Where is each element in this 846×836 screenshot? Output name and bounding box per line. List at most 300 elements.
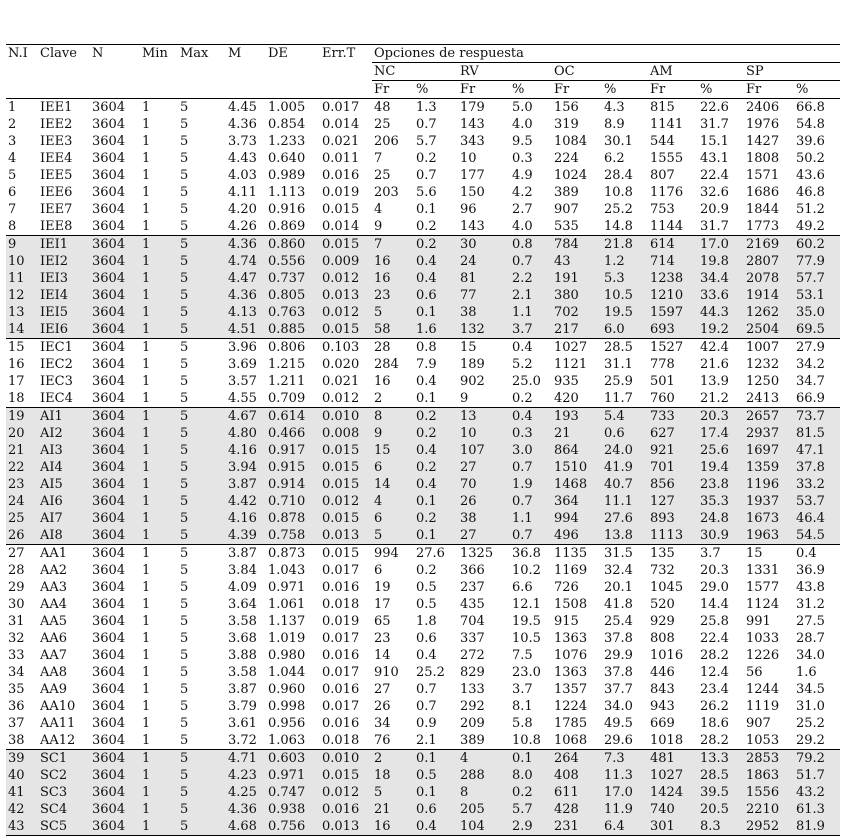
cell-am-pct: 22.4	[700, 168, 729, 183]
cell-ni: 8	[8, 219, 17, 234]
cell-oc-fr: 319	[554, 117, 579, 132]
cell-rv-fr: 366	[460, 563, 485, 578]
cell-de: 0.466	[266, 425, 320, 442]
cell-oc-pct: 30.1	[604, 134, 633, 149]
cell-errt: 0.019	[322, 185, 360, 200]
cell-max: 5	[178, 339, 226, 357]
cell-sp-fr: 1007	[744, 339, 794, 357]
cell-de: 0.998	[268, 699, 306, 714]
header-pct: %	[794, 81, 840, 99]
cell-ni: 42	[6, 801, 38, 818]
cell-rv-pct: 9.5	[512, 134, 533, 149]
cell-max: 5	[178, 493, 226, 510]
cell-am-pct: 19.4	[698, 459, 744, 476]
cell-am-pct: 24.8	[698, 510, 744, 527]
cell-rv-pct: 6.6	[512, 580, 533, 595]
cell-nc-pct: 0.2	[416, 563, 437, 578]
cell-oc-pct: 14.8	[604, 219, 633, 234]
cell-max: 5	[178, 253, 226, 270]
cell-oc-pct: 25.2	[604, 202, 633, 217]
cell-clave: AA12	[40, 733, 76, 748]
cell-de: 1.043	[268, 563, 306, 578]
cell-max: 5	[180, 665, 189, 680]
cell-nc-pct: 1.6	[414, 321, 458, 339]
cell-max: 5	[180, 134, 189, 149]
cell-max: 5	[180, 682, 189, 697]
header-row-1	[6, 45, 840, 63]
cell-rv-fr: 107	[458, 442, 510, 459]
header-fr: Fr	[372, 81, 414, 99]
cell-n: 3604	[90, 784, 140, 801]
header-row-2	[6, 63, 840, 81]
cell-am-fr: 1210	[648, 287, 698, 304]
cell-am-pct: 34.4	[698, 270, 744, 287]
cell-am-fr: 753	[650, 202, 675, 217]
cell-de: 0.917	[266, 442, 320, 459]
cell-min: 1	[142, 151, 151, 166]
cell-sp-pct: 53.1	[794, 287, 840, 304]
cell-nc-fr: 994	[372, 545, 414, 563]
cell-nc-fr: 28	[372, 339, 414, 357]
cell-min: 1	[140, 425, 178, 442]
cell-oc-pct: 19.5	[602, 304, 648, 321]
cell-ni: 35	[8, 682, 25, 697]
header-n: N	[90, 45, 140, 63]
cell-errt: 0.016	[322, 168, 360, 183]
cell-nc-fr: 14	[372, 476, 414, 493]
cell-am-fr: 856	[648, 476, 698, 493]
cell-oc-pct: 10.5	[602, 287, 648, 304]
cell-ni: 18	[8, 391, 25, 406]
cell-oc-pct: 25.9	[604, 374, 633, 389]
cell-de: 0.805	[266, 287, 320, 304]
cell-de: 0.971	[268, 580, 306, 595]
cell-min: 1	[140, 287, 178, 304]
table-row	[6, 801, 840, 818]
cell-oc-pct: 11.9	[602, 801, 648, 818]
cell-oc-pct: 5.3	[602, 270, 648, 287]
cell-m: 4.25	[226, 784, 266, 801]
cell-ni: 3	[8, 134, 17, 149]
cell-sp-pct: 34.0	[796, 648, 825, 663]
cell-oc-fr: 994	[552, 510, 602, 527]
cell-rv-pct: 4.9	[512, 168, 533, 183]
cell-sp-pct: 49.2	[796, 219, 825, 234]
cell-oc-fr: 1363	[554, 631, 588, 646]
cell-nc-pct: 0.4	[414, 270, 458, 287]
cell-rv-pct: 5.8	[512, 716, 533, 731]
cell-min: 1	[142, 716, 151, 731]
cell-oc-fr: 1357	[554, 682, 588, 697]
cell-max: 5	[180, 357, 189, 372]
cell-oc-pct: 1.2	[602, 253, 648, 270]
cell-min: 1	[142, 682, 151, 697]
cell-clave: SC3	[38, 784, 90, 801]
cell-rv-pct: 2.7	[512, 202, 533, 217]
cell-n: 3604	[90, 527, 140, 545]
cell-max: 5	[178, 767, 226, 784]
cell-nc-fr: 76	[374, 733, 391, 748]
cell-max: 5	[178, 476, 226, 493]
cell-m: 3.88	[228, 648, 257, 663]
cell-sp-pct: 31.0	[796, 699, 825, 714]
cell-rv-pct: 23.0	[512, 665, 541, 680]
cell-m: 4.23	[226, 767, 266, 784]
cell-rv-fr: 829	[460, 665, 485, 680]
cell-nc-pct: 0.7	[416, 682, 437, 697]
cell-n: 3604	[90, 287, 140, 304]
cell-errt: 0.011	[322, 151, 360, 166]
cell-oc-pct: 17.0	[602, 784, 648, 801]
cell-errt: 0.014	[322, 219, 360, 234]
cell-am-fr: 693	[648, 321, 698, 339]
cell-sp-fr: 2952	[744, 818, 794, 836]
cell-sp-pct: 43.2	[794, 784, 840, 801]
cell-sp-pct: 37.8	[794, 459, 840, 476]
header-clave: Clave	[38, 45, 90, 63]
cell-de: 0.989	[268, 168, 306, 183]
cell-clave: IEE3	[40, 134, 73, 149]
cell-clave: IEI3	[38, 270, 90, 287]
cell-n: 3604	[92, 580, 126, 595]
cell-ni: 11	[6, 270, 38, 287]
cell-m: 3.94	[226, 459, 266, 476]
cell-sp-fr: 1033	[746, 631, 780, 646]
cell-min: 1	[142, 597, 151, 612]
cell-oc-fr: 21	[552, 425, 602, 442]
cell-max: 5	[178, 425, 226, 442]
cell-oc-fr: 1363	[554, 665, 588, 680]
header-group-rv: RV	[458, 63, 552, 81]
cell-oc-fr: 1785	[554, 716, 588, 731]
cell-clave: AI5	[38, 476, 90, 493]
cell-max: 5	[178, 236, 226, 254]
cell-oc-pct: 6.0	[602, 321, 648, 339]
cell-m: 4.43	[228, 151, 257, 166]
cell-de: 1.215	[268, 357, 306, 372]
table-row	[6, 339, 840, 357]
cell-nc-pct: 27.6	[414, 545, 458, 563]
table-row	[6, 596, 840, 613]
cell-max: 5	[178, 818, 226, 836]
cell-errt: 0.012	[320, 784, 372, 801]
cell-n: 3604	[92, 699, 126, 714]
cell-m: 4.80	[226, 425, 266, 442]
cell-clave: AA10	[40, 699, 76, 714]
cell-de: 0.756	[266, 818, 320, 836]
cell-rv-fr: 435	[460, 597, 485, 612]
cell-oc-pct: 37.8	[604, 665, 633, 680]
cell-n: 3604	[90, 459, 140, 476]
cell-min: 1	[140, 236, 178, 254]
table-row	[6, 767, 840, 784]
cell-ni: 13	[6, 304, 38, 321]
cell-rv-pct: 0.3	[512, 151, 533, 166]
cell-nc-fr: 27	[374, 682, 391, 697]
cell-m: 3.73	[228, 134, 257, 149]
cell-nc-pct: 0.7	[416, 117, 437, 132]
header-pct: %	[414, 81, 458, 99]
cell-am-fr: 1527	[648, 339, 698, 357]
cell-rv-fr: 13	[458, 408, 510, 426]
cell-nc-pct: 5.7	[416, 134, 437, 149]
cell-sp-pct: 57.7	[794, 270, 840, 287]
cell-am-pct: 15.1	[700, 134, 729, 149]
cell-oc-pct: 31.5	[602, 545, 648, 563]
cell-sp-pct: 60.2	[794, 236, 840, 254]
cell-rv-fr: 292	[460, 699, 485, 714]
cell-rv-fr: 209	[460, 716, 485, 731]
cell-sp-fr: 1577	[746, 580, 780, 595]
cell-errt: 0.013	[320, 818, 372, 836]
cell-nc-pct: 0.7	[416, 699, 437, 714]
cell-am-pct: 20.3	[700, 563, 729, 578]
cell-rv-fr: 38	[458, 304, 510, 321]
cell-rv-pct: 5.2	[512, 357, 533, 372]
cell-min: 1	[142, 563, 151, 578]
cell-nc-fr: 19	[374, 580, 391, 595]
cell-nc-fr: 6	[372, 459, 414, 476]
cell-min: 1	[140, 493, 178, 510]
cell-min: 1	[142, 614, 151, 629]
cell-oc-pct: 28.5	[602, 339, 648, 357]
cell-n: 3604	[92, 219, 126, 234]
cell-de: 0.806	[266, 339, 320, 357]
cell-sp-fr: 2657	[744, 408, 794, 426]
cell-max: 5	[180, 648, 189, 663]
cell-sp-pct: 47.1	[794, 442, 840, 459]
cell-am-pct: 44.3	[698, 304, 744, 321]
cell-rv-fr: 902	[460, 374, 485, 389]
cell-rv-pct: 10.5	[512, 631, 541, 646]
cell-rv-pct: 36.8	[510, 545, 552, 563]
cell-m: 3.68	[228, 631, 257, 646]
cell-n: 3604	[92, 134, 126, 149]
cell-sp-pct: 0.4	[794, 545, 840, 563]
cell-sp-pct: 27.5	[796, 614, 825, 629]
cell-am-pct: 19.8	[698, 253, 744, 270]
cell-sp-fr: 2937	[744, 425, 794, 442]
table-row	[6, 510, 840, 527]
cell-max: 5	[180, 580, 189, 595]
cell-n: 3604	[92, 151, 126, 166]
cell-rv-fr: 24	[458, 253, 510, 270]
cell-oc-fr: 1510	[552, 459, 602, 476]
cell-nc-fr: 5	[372, 527, 414, 545]
cell-max: 5	[180, 391, 189, 406]
cell-sp-pct: 33.2	[794, 476, 840, 493]
cell-min: 1	[142, 374, 151, 389]
cell-oc-fr: 702	[552, 304, 602, 321]
cell-de: 0.854	[268, 117, 306, 132]
cell-nc-fr: 2	[372, 750, 414, 768]
cell-oc-fr: 380	[552, 287, 602, 304]
cell-rv-pct: 0.7	[510, 459, 552, 476]
cell-am-fr: 733	[648, 408, 698, 426]
cell-errt: 0.017	[322, 631, 360, 646]
cell-rv-fr: 27	[458, 527, 510, 545]
cell-nc-fr: 15	[372, 442, 414, 459]
cell-rv-pct: 0.4	[510, 339, 552, 357]
header-fr: Fr	[744, 81, 794, 99]
cell-rv-fr: 133	[460, 682, 485, 697]
cell-rv-fr: 4	[458, 750, 510, 768]
cell-rv-pct: 0.2	[512, 391, 533, 406]
cell-max: 5	[178, 784, 226, 801]
cell-oc-pct: 8.9	[604, 117, 625, 132]
cell-m: 3.58	[228, 614, 257, 629]
cell-de: 0.873	[266, 545, 320, 563]
table-row	[6, 390, 840, 408]
cell-max: 5	[178, 459, 226, 476]
cell-ni: 30	[8, 597, 25, 612]
cell-errt: 0.009	[320, 253, 372, 270]
cell-sp-pct: 69.5	[794, 321, 840, 339]
cell-sp-fr: 2210	[744, 801, 794, 818]
cell-am-fr: 815	[650, 100, 675, 115]
table-row	[6, 613, 840, 630]
cell-sp-pct: 66.9	[796, 391, 825, 406]
cell-min: 1	[142, 357, 151, 372]
cell-clave: IEI6	[38, 321, 90, 339]
cell-ni: 7	[8, 202, 17, 217]
cell-am-pct: 13.9	[700, 374, 729, 389]
cell-am-fr: 893	[648, 510, 698, 527]
cell-am-fr: 1597	[648, 304, 698, 321]
cell-ni: 6	[8, 185, 17, 200]
cell-oc-fr: 364	[552, 493, 602, 510]
cell-ni: 27	[6, 545, 38, 563]
cell-m: 4.36	[226, 236, 266, 254]
cell-oc-pct: 37.7	[604, 682, 633, 697]
cell-nc-pct: 0.6	[414, 801, 458, 818]
cell-min: 1	[142, 185, 151, 200]
cell-errt: 0.008	[320, 425, 372, 442]
cell-oc-fr: 907	[554, 202, 579, 217]
cell-n: 3604	[92, 733, 126, 748]
cell-m: 3.72	[228, 733, 257, 748]
cell-rv-pct: 0.4	[510, 408, 552, 426]
cell-n: 3604	[90, 408, 140, 426]
cell-rv-fr: 150	[460, 185, 485, 200]
cell-ni: 29	[8, 580, 25, 595]
cell-nc-pct: 0.4	[414, 442, 458, 459]
cell-m: 4.71	[226, 750, 266, 768]
cell-max: 5	[178, 270, 226, 287]
cell-nc-fr: 203	[374, 185, 399, 200]
cell-am-fr: 301	[648, 818, 698, 836]
cell-oc-fr: 611	[552, 784, 602, 801]
cell-max: 5	[178, 304, 226, 321]
cell-n: 3604	[90, 545, 140, 563]
cell-sp-pct: 81.9	[794, 818, 840, 836]
cell-am-fr: 740	[648, 801, 698, 818]
table-row	[6, 784, 840, 801]
cell-nc-fr: 16	[372, 818, 414, 836]
cell-min: 1	[140, 459, 178, 476]
cell-ni: 37	[8, 716, 25, 731]
cell-m: 4.26	[228, 219, 257, 234]
cell-rv-pct: 8.0	[510, 767, 552, 784]
table-row	[6, 459, 840, 476]
cell-ni: 34	[8, 665, 25, 680]
cell-max: 5	[180, 168, 189, 183]
cell-rv-fr: 337	[460, 631, 485, 646]
cell-nc-pct: 0.1	[416, 202, 437, 217]
cell-rv-pct: 5.7	[510, 801, 552, 818]
cell-m: 3.87	[228, 682, 257, 697]
cell-sp-pct: 43.6	[796, 168, 825, 183]
cell-am-fr: 760	[650, 391, 675, 406]
cell-n: 3604	[92, 168, 126, 183]
cell-oc-pct: 13.8	[602, 527, 648, 545]
cell-oc-pct: 7.3	[602, 750, 648, 768]
cell-rv-pct: 0.8	[510, 236, 552, 254]
cell-de: 0.763	[266, 304, 320, 321]
table-row	[6, 270, 840, 287]
cell-oc-fr: 1121	[554, 357, 588, 372]
cell-ni: 22	[6, 459, 38, 476]
cell-am-fr: 520	[650, 597, 675, 612]
cell-errt: 0.013	[320, 527, 372, 545]
cell-nc-pct: 0.2	[414, 425, 458, 442]
cell-min: 1	[142, 648, 151, 663]
cell-clave: AA6	[40, 631, 68, 646]
cell-clave: IEC3	[40, 374, 73, 389]
cell-min: 1	[140, 442, 178, 459]
header-m: M	[226, 45, 266, 63]
cell-n: 3604	[92, 597, 126, 612]
cell-errt: 0.015	[320, 767, 372, 784]
cell-m: 4.03	[228, 168, 257, 183]
cell-am-fr: 807	[650, 168, 675, 183]
table-row	[6, 664, 840, 681]
cell-ni: 2	[8, 117, 17, 132]
cell-errt: 0.012	[322, 391, 360, 406]
cell-rv-fr: 9	[460, 391, 469, 406]
cell-am-pct: 23.4	[700, 682, 729, 697]
cell-errt: 0.010	[320, 750, 372, 768]
cell-am-pct: 17.4	[698, 425, 744, 442]
cell-am-fr: 1238	[648, 270, 698, 287]
cell-sp-pct: 61.3	[794, 801, 840, 818]
table-row	[6, 321, 840, 339]
cell-sp-pct: 79.2	[794, 750, 840, 768]
cell-rv-fr: 38	[458, 510, 510, 527]
cell-max: 5	[180, 716, 189, 731]
cell-sp-pct: 50.2	[796, 151, 825, 166]
cell-n: 3604	[92, 100, 126, 115]
cell-m: 3.79	[228, 699, 257, 714]
cell-min: 1	[140, 270, 178, 287]
header-fr: Fr	[552, 81, 602, 99]
cell-max: 5	[180, 100, 189, 115]
cell-n: 3604	[90, 818, 140, 836]
cell-rv-fr: 189	[460, 357, 485, 372]
cell-ni: 17	[8, 374, 25, 389]
cell-am-fr: 544	[650, 134, 675, 149]
cell-oc-fr: 1169	[554, 563, 588, 578]
cell-sp-fr: 1963	[744, 527, 794, 545]
cell-rv-fr: 143	[460, 219, 485, 234]
cell-rv-fr: 77	[458, 287, 510, 304]
cell-n: 3604	[92, 185, 126, 200]
cell-errt: 0.017	[322, 699, 360, 714]
cell-oc-fr: 193	[552, 408, 602, 426]
cell-am-pct: 28.2	[700, 733, 729, 748]
cell-de: 0.710	[266, 493, 320, 510]
cell-min: 1	[142, 391, 151, 406]
